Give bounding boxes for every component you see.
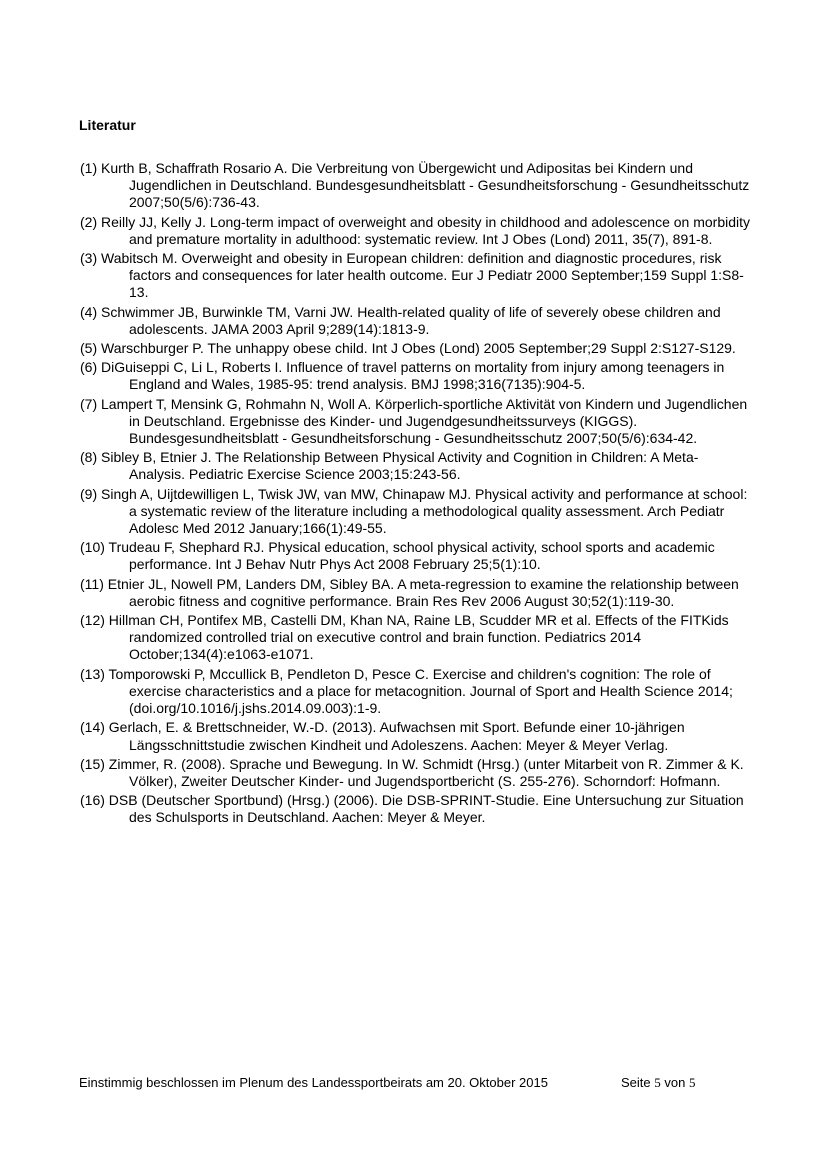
reference-item: (4) Schwimmer JB, Burwinkle TM, Varni JW. Health-related quality of life of severely obese children and adolescents. JAMA 2003 April 9;289(14):1813-9. — [80, 303, 721, 337]
reference-list — [80, 160, 750, 829]
reference-item: (11) Etnier JL, Nowell PM, Landers DM, Sibley BA. A meta-regression to examine the relationship between aerobic fitness and cognitive performance. Brain Res Rev 2006 August 30;52(1):119-30. — [80, 575, 739, 609]
reference-item: (12) Hillman CH, Pontifex MB, Castelli DM, Khan NA, Raine LB, Scudder MR et al. Effects of the FITKids randomized controlled trial on executive control and brain function. Pediatrics 2014 October;134(4):e1063-e1071. — [80, 612, 729, 663]
page-number — [621, 1075, 695, 1091]
reference-item: (7) Lampert T, Mensink G, Rohmahn N, Woll A. Körperlich-sportliche Aktivität von Kindern und Jugendlichen in Deutschland. Ergebnisse des Kinder- und Jugendgesundheitssurveys (KIGGS). Bundesgesundheitsblatt - Gesundheitsforschung - Gesundheitsschutz 2007;50(5/6):634-42. — [80, 395, 748, 447]
page-sep: von — [664, 1075, 686, 1090]
reference-item: (14) Gerlach, E. & Brettschneider, W.-D. (2013). Aufwachsen mit Sport. Befunde einer 10-jährigen Längsschnittstudie zwischen Kindheit und Adoleszens. Aachen: Meyer & Meyer Verlag. — [80, 719, 685, 753]
page-prefix: Seite — [621, 1075, 651, 1090]
reference-item: (8) Sibley B, Etnier J. The Relationship Between Physical Activity and Cognition in Children: A Meta-Analysis. Pediatric Exercise Science 2003;15:243-56. — [80, 449, 699, 483]
reference-item: (5) Warschburger P. The unhappy obese child. Int J Obes (Lond) 2005 September;29 Suppl 2:S127-S129. — [80, 340, 736, 357]
reference-item: (10) Trudeau F, Shephard RJ. Physical education, school physical activity, school sports and academic performance. Int J Behav Nutr Phys Act 2008 February 25;5(1):10. — [80, 539, 715, 573]
reference-item: (13) Tomporowski P, Mccullick B, Pendleton D, Pesce C. Exercise and children's cognition: The role of exercise characteristics and a place for metacognition. Journal of Sport and Health Science 2014;(doi.org/10.1016/j.jshs.2014.09.003):1-9. — [80, 665, 733, 717]
reference-item: (9) Singh A, Uijtdewilligen L, Twisk JW, van MW, Chinapaw MJ. Physical activity and performance at school: a systematic review of the literature including a methodological quality assessment. Arch Pediatr Adolesc Med 2012 January;166(1):49-55. — [80, 485, 748, 537]
footer-note: Einstimmig beschlossen im Plenum des Landessportbeirats am 20. Oktober 2015 — [79, 1075, 548, 1090]
reference-item: (15) Zimmer, R. (2008). Sprache und Bewegung. In W. Schmidt (Hrsg.) (unter Mitarbeit von R. Zimmer & K. Völker), Zweiter Deutscher Kinder- und Jugendsportbericht (S. 255-276). Schorndorf: Hofmann. — [80, 755, 744, 789]
reference-item: (3) Wabitsch M. Overweight and obesity in European children: definition and diagnostic procedures, risk factors and consequences for later health outcome. Eur J Pediatr 2000 September;159 Suppl 1:S8-13. — [80, 250, 744, 301]
reference-item: (16) DSB (Deutscher Sportbund) (Hrsg.) (2006). Die DSB-SPRINT-Studie. Eine Untersuchung zur Situation des Schulsports in Deutschland. Aachen: Meyer & Meyer. — [80, 792, 744, 826]
reference-item: (1) Kurth B, Schaffrath Rosario A. Die Verbreitung von Übergewicht und Adipositas bei Kindern und Jugendlichen in Deutschland. Bundesgesundheitsblatt - Gesundheitsforschung - Gesundheitsschutz 2007;50(5/6):736-43. — [80, 160, 750, 211]
reference-item: (6) DiGuiseppi C, Li L, Roberts I. Influence of travel patterns on mortality from injury among teenagers in England and Wales, 1985-95: trend analysis. BMJ 1998;316(7135):904-5. — [80, 359, 725, 393]
page-current: 5 — [654, 1075, 661, 1090]
reference-item: (2) Reilly JJ, Kelly J. Long-term impact of overweight and obesity in childhood and adolescence on morbidity and premature mortality in adulthood: systematic review. Int J Obes (Lond) 2011, 35(7), 891-8. — [80, 213, 751, 247]
page-total: 5 — [688, 1075, 696, 1090]
section-heading: Literatur — [79, 117, 136, 133]
